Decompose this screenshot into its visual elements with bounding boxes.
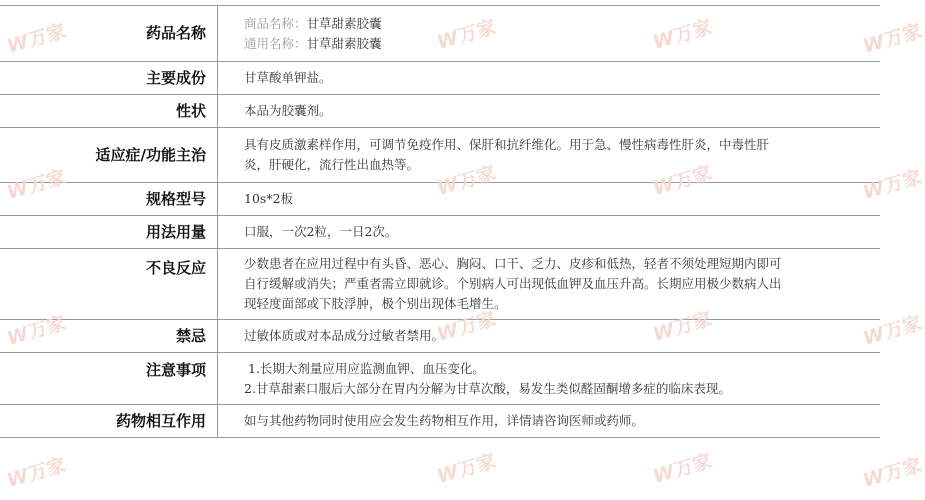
row-value <box>218 353 881 405</box>
brand-name-value: 甘草甜素胶囊 <box>306 15 382 31</box>
watermark-logo: W万家 <box>434 308 499 346</box>
watermark-logo: W万家 <box>4 20 69 58</box>
row-value: 具有皮质激素样作用，可调节免疫作用、保肝和抗纤维化。用于急、慢性病毒性肝炎，中毒性肝炎，肝硬化，流行性出血热等。 <box>218 128 881 183</box>
row-label: 禁忌 <box>0 320 218 353</box>
row-label: 性状 <box>0 95 218 128</box>
precaution-item: 1.长期大剂量应用应监测血钾、血压变化。 <box>248 360 485 376</box>
row-label: 规格型号 <box>0 183 218 216</box>
watermark-logo: W万家 <box>860 454 925 492</box>
row-value: 少数患者在应用过程中有头昏、恶心、胸闷、口干、乏力、皮疹和低热，轻者不须处理短期内即可自行缓解或消失；严重者需立即就诊。个别病人可出现低血钾及血压升高。长期应用极少数病人出现轻度面部或下肢浮肿，极个别出现体毛增生。 <box>218 249 881 320</box>
table-row <box>0 249 880 320</box>
watermark-logo: W万家 <box>4 454 69 492</box>
row-label: 药品名称 <box>0 6 218 62</box>
watermark-logo: W万家 <box>434 16 499 54</box>
table-row <box>0 95 880 128</box>
generic-name-value: 甘草甜素胶囊 <box>306 35 382 51</box>
generic-name-key: 通用名称： <box>244 35 307 51</box>
table-row <box>0 320 880 353</box>
row-value: 10s*2板 <box>218 183 881 216</box>
drug-info-table <box>0 5 880 438</box>
table-row <box>0 62 880 95</box>
row-value: 如与其他药物同时使用应会发生药物相互作用，详情请咨询医师或药师。 <box>218 405 881 438</box>
watermark-logo: W万家 <box>860 20 925 58</box>
row-label: 适应症/功能主治 <box>0 128 218 183</box>
watermark-logo: W万家 <box>650 308 715 346</box>
table-row <box>0 405 880 438</box>
watermark-logo: W万家 <box>434 450 499 488</box>
brand-name-key: 商品名称： <box>244 15 307 31</box>
row-label: 用法用量 <box>0 216 218 249</box>
row-label: 药物相互作用 <box>0 405 218 438</box>
row-label: 主要成份 <box>0 62 218 95</box>
watermark-logo: W万家 <box>650 450 715 488</box>
watermark-logo: W万家 <box>434 162 499 200</box>
row-value: 口服，一次2粒，一日2次。 <box>218 216 881 249</box>
row-label: 注意事项 <box>0 353 218 405</box>
row-value: 过敏体质或对本品成分过敏者禁用。 <box>218 320 881 353</box>
table-row <box>0 6 880 62</box>
row-value: 本品为胶囊剂。 <box>218 95 881 128</box>
row-value: 甘草酸单钾盐。 <box>218 62 881 95</box>
row-value <box>218 6 881 62</box>
row-label: 不良反应 <box>0 249 218 320</box>
watermark-logo: W万家 <box>860 312 925 350</box>
table-row <box>0 128 880 183</box>
table-row <box>0 183 880 216</box>
watermark-logo: W万家 <box>4 312 69 350</box>
watermark-logo: W万家 <box>860 166 925 204</box>
watermark-logo: W万家 <box>4 166 69 204</box>
table-row <box>0 353 880 405</box>
watermark-logo: W万家 <box>650 162 715 200</box>
watermark-logo: W万家 <box>650 16 715 54</box>
table-row <box>0 216 880 249</box>
precaution-item: 2.甘草甜素口服后大部分在胃内分解为甘草次酸，易发生类似醛固酮增多症的临床表现。 <box>244 380 731 396</box>
